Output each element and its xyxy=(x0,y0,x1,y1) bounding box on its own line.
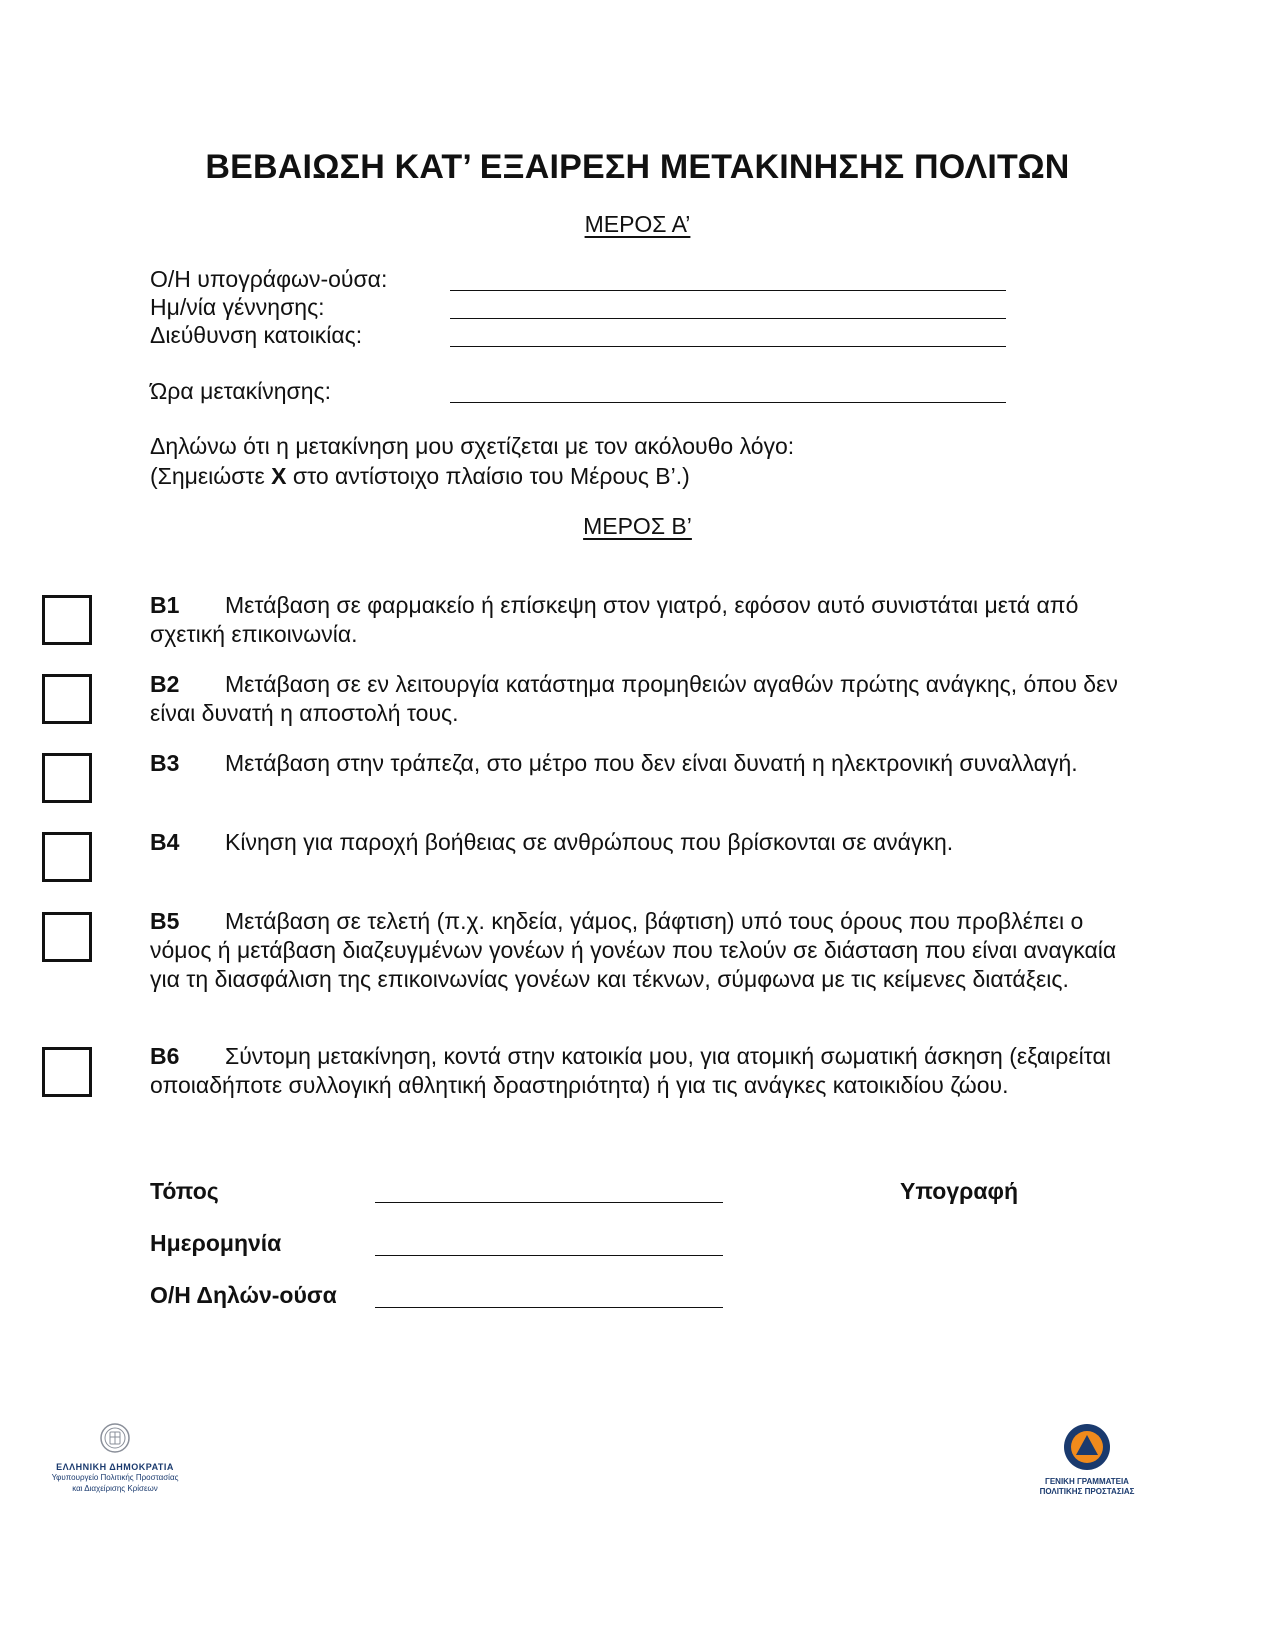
declarant-label: Ο/Η Δηλών-ούσα xyxy=(150,1282,337,1308)
option-b4 xyxy=(150,828,1130,857)
signature-label: Υπογραφή xyxy=(900,1178,1019,1204)
ministry-logo xyxy=(30,1422,200,1494)
option-b2-text: Μετάβαση σε εν λειτουργία κατάστημα προμηθειών αγαθών πρώτης ανάγκης, όπου δεν είναι δυνατή η αποστολή τους. xyxy=(150,671,1118,726)
option-b5-code: Β5 xyxy=(150,908,180,934)
option-b2-code: Β2 xyxy=(150,671,180,697)
address-field[interactable] xyxy=(450,346,1006,347)
declaration-line-2-end: στο αντίστοιχο πλαίσιο του Μέρους Β’.) xyxy=(286,463,690,489)
option-b3-text: Μετάβαση στην τράπεζα, στο μέτρο που δεν είναι δυνατή η ηλεκτρονική συναλλαγή. xyxy=(225,750,1078,776)
greek-coat-of-arms-icon xyxy=(99,1422,131,1454)
civil-protection-logo-line-1: ΓΕΝΙΚΗ ΓΡΑΜΜΑΤΕΙΑ xyxy=(1045,1477,1129,1486)
option-b1 xyxy=(150,591,1130,649)
place-label: Τόπος xyxy=(150,1178,219,1204)
checkbox-b5[interactable] xyxy=(42,912,92,962)
declaration-line-2 xyxy=(150,461,794,491)
place-field[interactable] xyxy=(375,1202,723,1203)
civil-protection-logo xyxy=(1032,1422,1142,1497)
option-b3-code: Β3 xyxy=(150,750,180,776)
checkbox-b6[interactable] xyxy=(42,1047,92,1097)
document-title: ΒΕΒΑΙΩΣΗ ΚΑΤ’ ΕΞΑΙΡΕΣΗ ΜΕΤΑΚΙΝΗΣΗΣ ΠΟΛΙΤΩΝ xyxy=(205,148,1070,186)
movement-time-label: Ώρα μετακίνησης: xyxy=(150,378,332,404)
address-label: Διεύθυνση κατοικίας: xyxy=(150,322,363,348)
ministry-logo-line-3: και Διαχείρισης Κρίσεων xyxy=(72,1484,158,1493)
declaration-line-1: Δηλώνω ότι η μετακίνηση μου σχετίζεται με τον ακόλουθο λόγο: xyxy=(150,433,795,459)
option-b4-code: Β4 xyxy=(150,829,180,855)
ministry-logo-line-1: ΕΛΛΗΝΙΚΗ ΔΗΜΟΚΡΑΤΙΑ xyxy=(56,1462,174,1472)
option-b4-text: Κίνηση για παροχή βοήθειας σε ανθρώπους που βρίσκονται σε ανάγκη. xyxy=(225,829,954,855)
civil-protection-logo-line-2: ΠΟΛΙΤΙΚΗΣ ΠΡΟΣΤΑΣΙΑΣ xyxy=(1039,1487,1135,1496)
checkbox-b1[interactable] xyxy=(42,595,92,645)
option-b5-text: Μετάβαση σε τελετή (π.χ. κηδεία, γάμος, βάφτιση) υπό τους όρους που προβλέπει ο νόμος ή μετάβαση διαζευγμένων γονέων ή γονέων που τελούν σε διάσταση που είναι αναγκαία για τη διασφάλιση της επικοινωνίας γονέων και τέκνων, σύμφωνα με τις κείμενες διατάξεις. xyxy=(150,908,1117,992)
signer-name-field[interactable] xyxy=(450,290,1006,291)
movement-time-field[interactable] xyxy=(450,402,1006,403)
option-b2 xyxy=(150,670,1130,728)
checkbox-b2[interactable] xyxy=(42,674,92,724)
part-b-heading: ΜΕΡΟΣ Β’ xyxy=(583,513,692,539)
date-label: Ημερομηνία xyxy=(150,1230,282,1256)
signer-name-label: Ο/Η υπογράφων-ούσα: xyxy=(150,266,388,292)
option-b3 xyxy=(150,749,1130,778)
checkbox-b3[interactable] xyxy=(42,753,92,803)
birth-date-field[interactable] xyxy=(450,318,1006,319)
declarant-field[interactable] xyxy=(375,1307,723,1308)
ministry-logo-line-2: Υφυπουργείο Πολιτικής Προστασίας xyxy=(51,1473,179,1482)
option-b5 xyxy=(150,907,1130,994)
declaration-line-2-start: (Σημειώστε xyxy=(150,463,272,489)
date-field[interactable] xyxy=(375,1255,723,1256)
checkbox-b4[interactable] xyxy=(42,832,92,882)
birth-date-label: Ημ/νία γέννησης: xyxy=(150,294,325,320)
civil-protection-emblem-icon xyxy=(1062,1422,1112,1472)
option-b6-text: Σύντομη μετακίνηση, κοντά στην κατοικία μου, για ατομική σωματική άσκηση (εξαιρείται οποιαδήποτε συλλογική αθλητική δραστηριότητα) ή για τις ανάγκες κατοικιδίου ζώου. xyxy=(150,1043,1111,1098)
option-b1-text: Μετάβαση σε φαρμακείο ή επίσκεψη στον γιατρό, εφόσον αυτό συνιστάται μετά από σχετική επικοινωνία. xyxy=(150,592,1079,647)
declaration-mark-x: Χ xyxy=(271,463,287,489)
option-b6-code: Β6 xyxy=(150,1043,180,1069)
part-a-heading: ΜΕΡΟΣ Α’ xyxy=(584,211,691,237)
declaration-text xyxy=(150,431,794,491)
option-b1-code: Β1 xyxy=(150,592,180,618)
option-b6 xyxy=(150,1042,1130,1100)
